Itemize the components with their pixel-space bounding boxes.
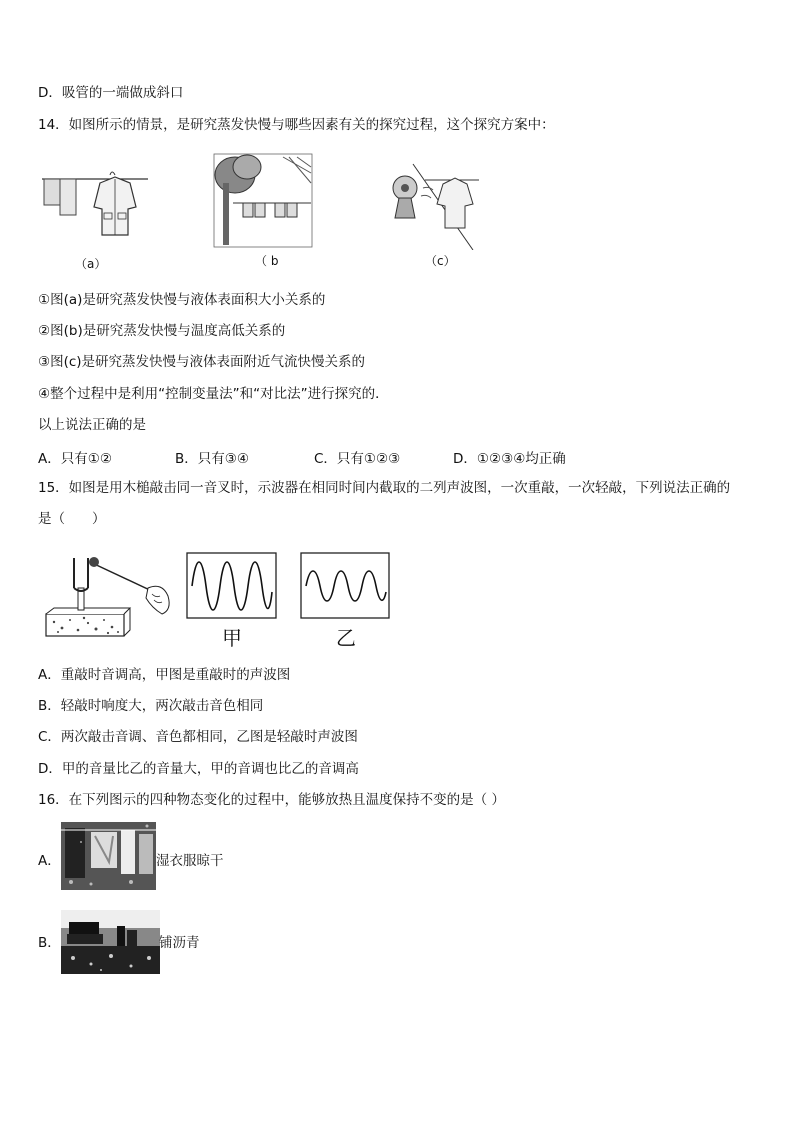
q15-wave-jia	[186, 552, 278, 620]
q16-option-b-photo	[61, 910, 160, 974]
q14-statement-1: ①图(a)是研究蒸发快慢与液体表面积大小关系的	[38, 292, 326, 308]
q14-stem: 14．如图所示的情景，是研究蒸发快慢与哪些因素有关的探究过程，这个探究方案中：	[38, 117, 555, 133]
q14-caption-c: （c）	[425, 254, 456, 268]
q14-option-d: D．①②③④均正确	[453, 451, 566, 467]
q14-figure-a	[40, 165, 150, 245]
q14-figure-b	[213, 153, 313, 248]
q15-option-c: C．两次敲击音调、音色都相同，乙图是轻敲时声波图	[38, 729, 358, 745]
q14-option-a: A．只有①②	[38, 451, 112, 467]
q14-statement-4: ④整个过程中是利用“控制变量法”和“对比法”进行探究的．	[38, 386, 389, 402]
q14-option-c: C．只有①②③	[314, 451, 401, 467]
q15-option-d: D．甲的音量比乙的音量大，甲的音调也比乙的音调高	[38, 761, 359, 777]
q14-caption-a: （a）	[75, 257, 107, 271]
q15-wave-label-jia: 甲	[222, 626, 242, 650]
q14-options	[38, 447, 758, 465]
q15-wave-label-yi: 乙	[336, 626, 356, 650]
q16-stem: 16．在下列图示的四种物态变化的过程中，能够放热且温度保持不变的是（ ）	[38, 792, 505, 808]
q15-wave-yi	[300, 552, 391, 620]
q15-stem-line2: 是（ ）	[38, 511, 106, 527]
q14-statement-3: ③图(c)是研究蒸发快慢与液体表面附近气流快慢关系的	[38, 354, 366, 370]
q15-tuning-fork-figure	[44, 548, 174, 640]
q15-stem-line1: 15．如图是用木槌敲击同一音叉时，示波器在相同时间内截取的二列声波图，一次重敲，一次轻敲，下列说法正确的	[38, 480, 731, 496]
q14-caption-b: （ b	[255, 254, 279, 268]
q14-option-b: B．只有③④	[175, 451, 249, 467]
q14-lead: 以上说法正确的是	[38, 417, 146, 433]
q14-statement-2: ②图(b)是研究蒸发快慢与温度高低关系的	[38, 323, 286, 339]
q16-option-b-letter: B．	[38, 935, 61, 951]
q16-option-a-text: 湿衣服晾干	[156, 853, 224, 869]
q16-option-a-photo	[61, 822, 156, 890]
q16-option-b-text: 铺沥青	[159, 935, 200, 951]
q15-option-a: A．重敲时音调高，甲图是重敲时的声波图	[38, 667, 291, 683]
q13-option-d: D．吸管的一端做成斜口	[38, 85, 184, 101]
q16-option-a-letter: A．	[38, 853, 61, 869]
q14-figure-c	[385, 158, 480, 250]
q15-option-b: B．轻敲时响度大，两次敲击音色相同	[38, 698, 264, 714]
